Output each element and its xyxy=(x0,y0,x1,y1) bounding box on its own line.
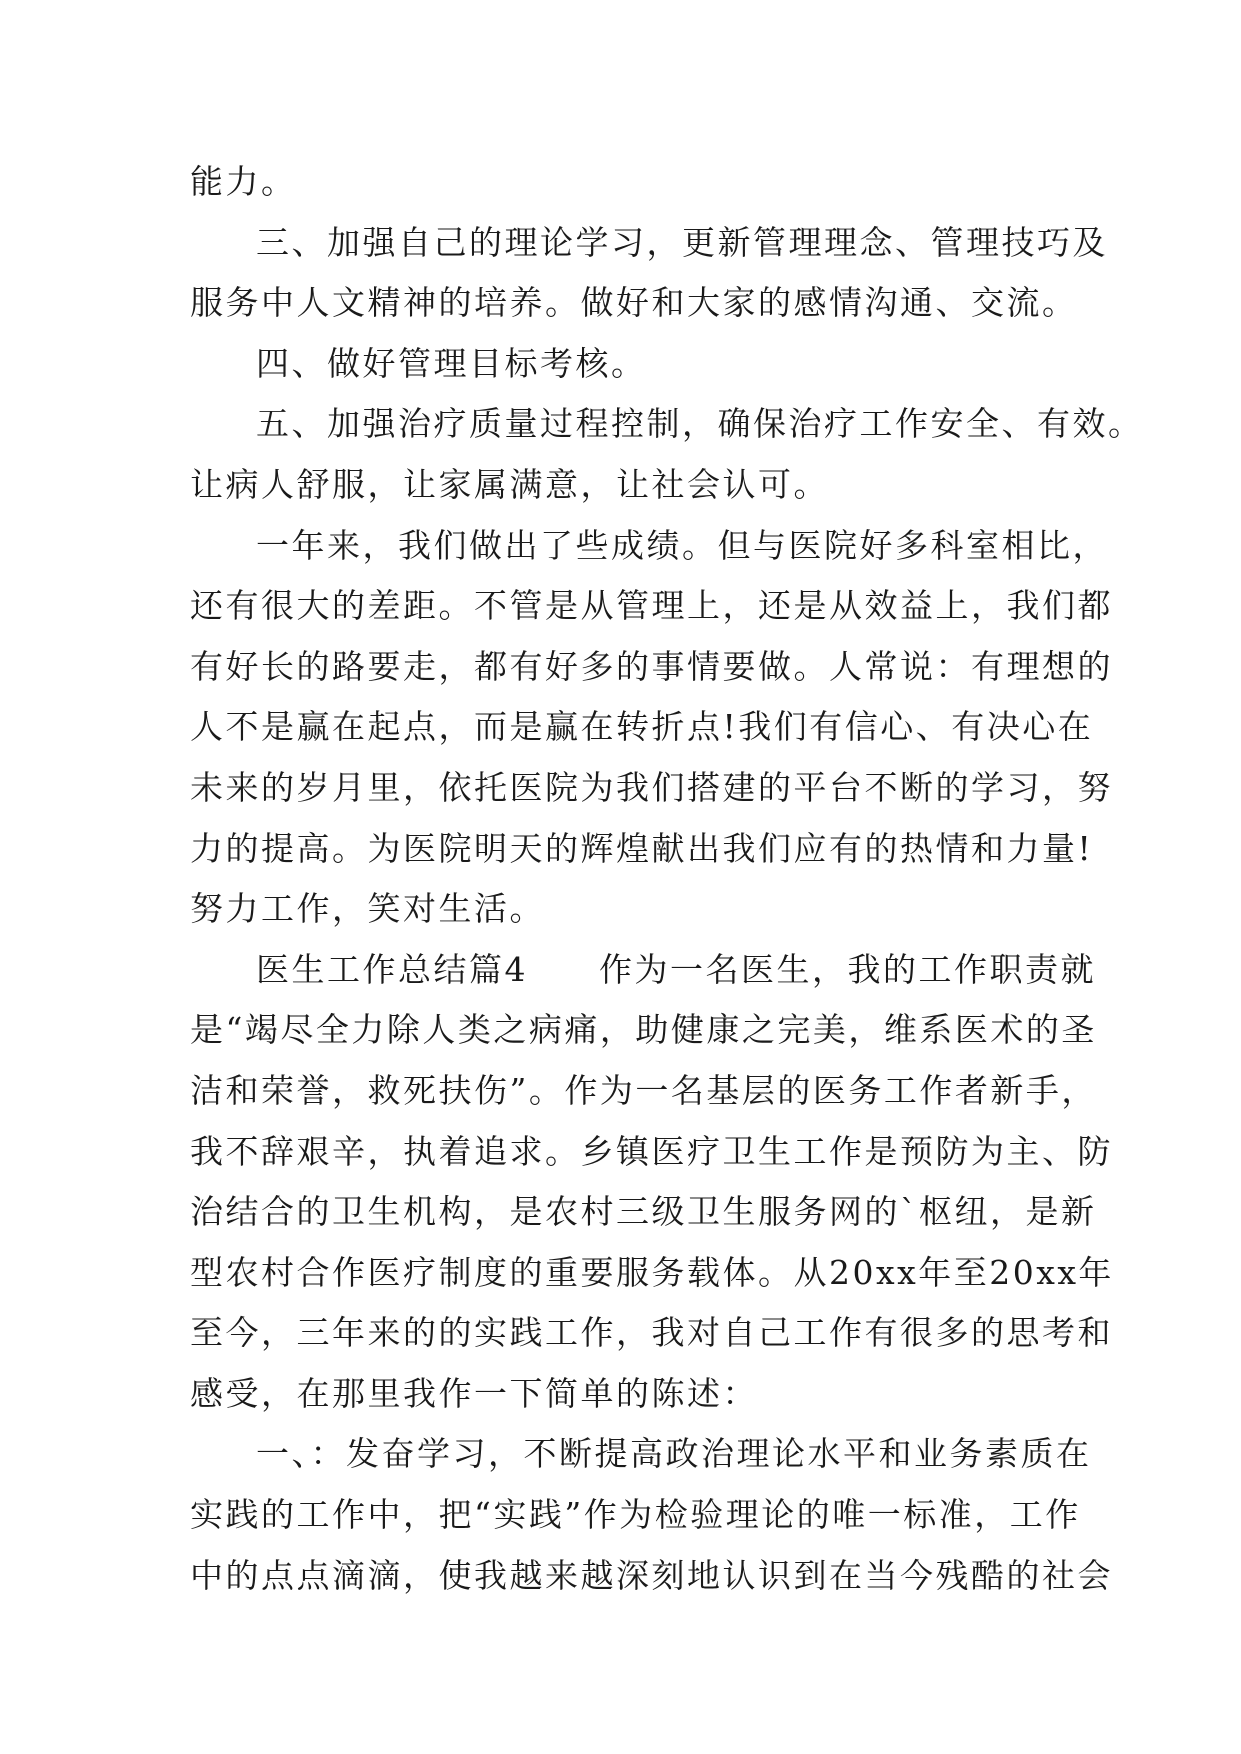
text-line: 服务中人文精神的培养。做好和大家的感情沟通、交流。 xyxy=(190,283,1078,323)
text-line: 感受，在那里我作一下简单的陈述： xyxy=(190,1373,758,1413)
text-line: 我不辞艰辛，执着追求。乡镇医疗卫生工作是预防为主、防 xyxy=(190,1131,1113,1171)
text-line: 能力。 xyxy=(190,162,297,201)
text-line: 四、做好管理目标考核。 xyxy=(256,343,647,383)
text-line: 一年来，我们做出了些成绩。但与医院好多科室相比， xyxy=(256,525,1108,565)
body-text xyxy=(190,152,1144,1606)
text-line: 型农村合作医疗制度的重要服务载体。从20xx年至20xx年 xyxy=(190,1252,1114,1292)
text-line: 一、：发奋学习，不断提高政治理论水平和业务素质在 xyxy=(256,1434,1092,1474)
text-line: 实践的工作中，把“实践”作为检验理论的唯一标准，工作 xyxy=(190,1495,1081,1535)
text-line: 三、加强自己的理论学习，更新管理理念、管理技巧及 xyxy=(256,222,1108,262)
text-line: 是“竭尽全力除人类之病痛，助健康之完美，维系医术的圣 xyxy=(190,1010,1097,1050)
text-line: 力的提高。为医院明天的辉煌献出我们应有的热情和力量! xyxy=(190,828,1094,868)
text-line: 有好长的路要走，都有好多的事情要做。人常说：有理想的 xyxy=(190,646,1113,686)
text-line: 五、加强治疗质量过程控制，确保治疗工作安全、有效。 xyxy=(256,404,1144,444)
text-line: 洁和荣誉，救死扶伤”。作为一名基层的医务工作者新手， xyxy=(190,1070,1097,1110)
section-heading-line: 医生工作总结篇4 作为一名医生，我的工作职责就 xyxy=(256,949,1096,989)
text-line: 至今，三年来的的实践工作，我对自己工作有很多的思考和 xyxy=(190,1313,1113,1353)
text-line: 还有很大的差距。不管是从管理上，还是从效益上，我们都 xyxy=(190,586,1113,626)
text-line: 人不是赢在起点，而是赢在转折点!我们有信心、有决心在 xyxy=(190,707,1094,747)
text-line: 让病人舒服，让家属满意，让社会认可。 xyxy=(190,464,829,504)
text-line: 中的点点滴滴，使我越来越深刻地认识到在当今残酷的社会 xyxy=(190,1555,1113,1595)
text-line: 努力工作，笑对生活。 xyxy=(190,889,545,929)
text-line: 未来的岁月里，依托医院为我们搭建的平台不断的学习，努 xyxy=(190,767,1113,807)
text-line: 治结合的卫生机构，是农村三级卫生服务网的`枢纽，是新 xyxy=(190,1192,1097,1232)
